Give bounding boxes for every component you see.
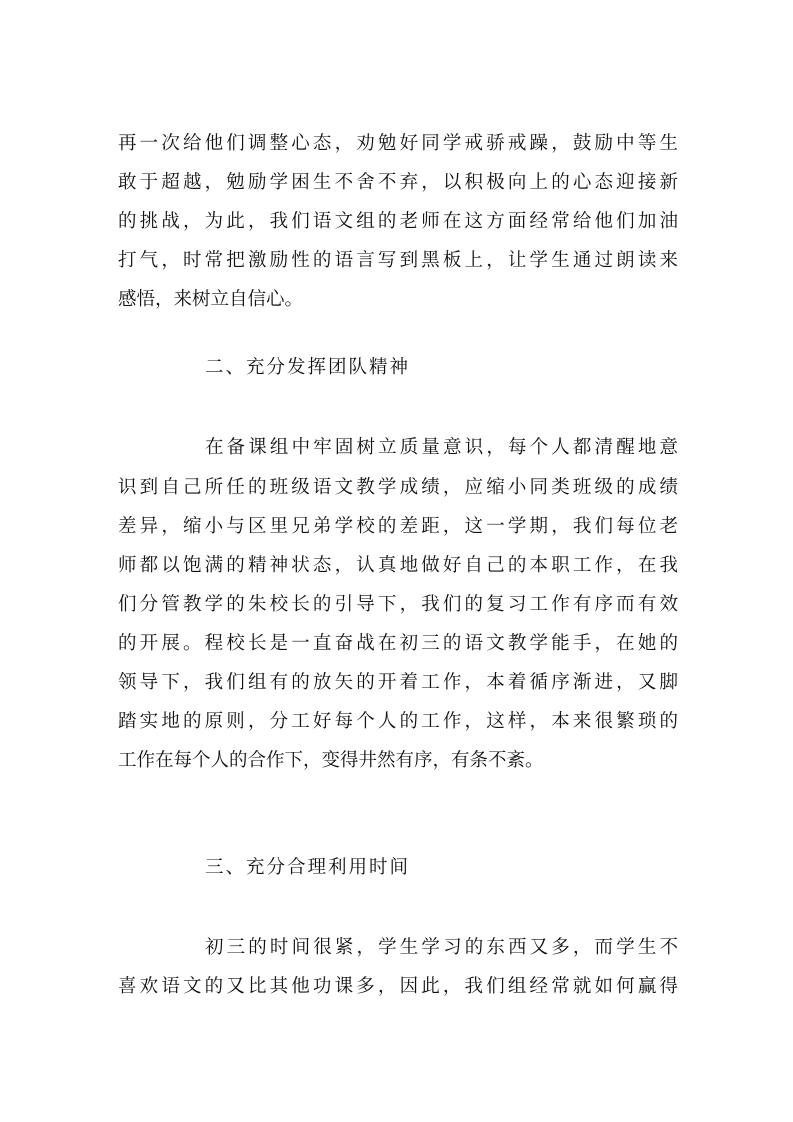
paragraph-1-line-2: 敢于超越，勉励学困生不舍不弃，以积极向上的心态迎接新 bbox=[118, 172, 678, 193]
section-heading-3: 三、充分合理利用时间 bbox=[205, 857, 411, 878]
paragraph-2-line-2: 识到自己所任的班级语文教学成绩，应缩小同类班级的成绩 bbox=[118, 477, 678, 498]
paragraph-2-line-6: 的开展。程校长是一直奋战在初三的语文教学能手，在她的 bbox=[118, 633, 678, 654]
paragraph-3-line-1: 初三的时间很紧，学生学习的东西又多，而学生不 bbox=[205, 937, 678, 958]
paragraph-2-line-3: 差异，缩小与区里兄弟学校的差距，这一学期，我们每位老 bbox=[118, 516, 678, 537]
paragraph-1-line-5: 感悟，来树立自信心。 bbox=[118, 289, 304, 310]
paragraph-2-line-1: 在备课组中牢固树立质量意识，每个人都清醒地意 bbox=[205, 437, 678, 458]
paragraph-3-line-2: 喜欢语文的又比其他功课多，因此，我们组经常就如何赢得 bbox=[118, 976, 678, 997]
paragraph-2-line-5: 们分管教学的朱校长的引导下，我们的复习工作有序而有效 bbox=[118, 594, 678, 615]
paragraph-2-line-9: 工作在每个人的合作下，变得井然有序，有条不紊。 bbox=[118, 750, 544, 771]
paragraph-1-line-1: 再一次给他们调整心态，劝勉好同学戒骄戒躁，鼓励中等生 bbox=[118, 133, 678, 154]
paragraph-2-line-7: 领导下，我们组有的放矢的开着工作，本着循序渐进，又脚 bbox=[118, 672, 678, 693]
paragraph-1-line-4: 打气，时常把激励性的语言写到黑板上，让学生通过朗读来 bbox=[118, 250, 678, 271]
paragraph-1-line-3: 的挑战，为此，我们语文组的老师在这方面经常给他们加油 bbox=[118, 211, 678, 232]
paragraph-2-line-8: 踏实地的原则，分工好每个人的工作，这样，本来很繁琐的 bbox=[118, 711, 678, 732]
section-heading-2: 二、充分发挥团队精神 bbox=[205, 357, 411, 378]
paragraph-2-line-4: 师都以饱满的精神状态，认真地做好自己的本职工作，在我 bbox=[118, 555, 678, 576]
